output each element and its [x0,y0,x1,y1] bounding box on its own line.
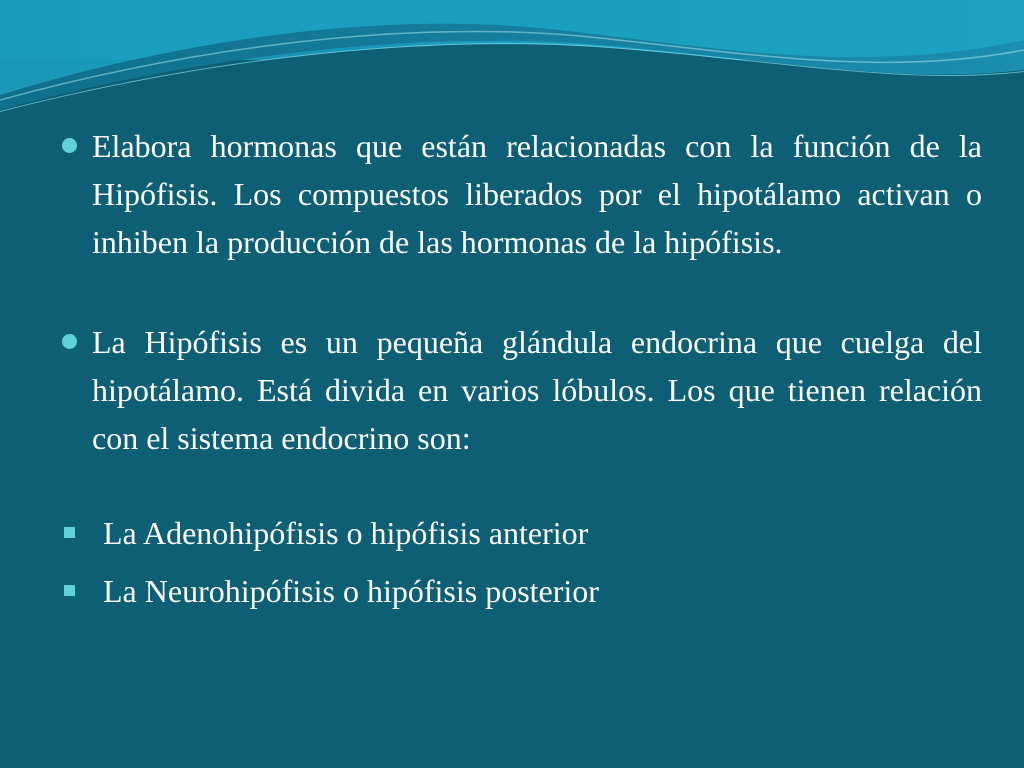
sub-item [62,562,982,620]
sub-item-text: La Adenohipófisis o hipófisis anterior [103,515,589,551]
sub-item-list [62,504,982,620]
square-bullet-icon [64,585,75,596]
sub-item [62,504,982,562]
wave-header-decoration [0,0,1024,130]
round-bullet-icon [62,138,77,153]
round-bullet-icon [62,334,77,349]
paragraph-1 [62,122,982,266]
paragraph-1-text: Elabora hormonas que están relacionadas con la función de la Hipófisis. Los compuestos liberados por el hipotálamo activan o inhiben la producción de las hormonas de la hipófisis. [92,128,982,260]
paragraph-2 [62,318,982,462]
slide-content [62,122,982,620]
sub-item-text: La Neurohipófisis o hipófisis posterior [103,573,599,609]
square-bullet-icon [64,527,75,538]
paragraph-2-text: La Hipófisis es un pequeña glándula endocrina que cuelga del hipotálamo. Está divida en varios lóbulos. Los que tienen relación con el sistema endocrino son: [92,324,982,456]
